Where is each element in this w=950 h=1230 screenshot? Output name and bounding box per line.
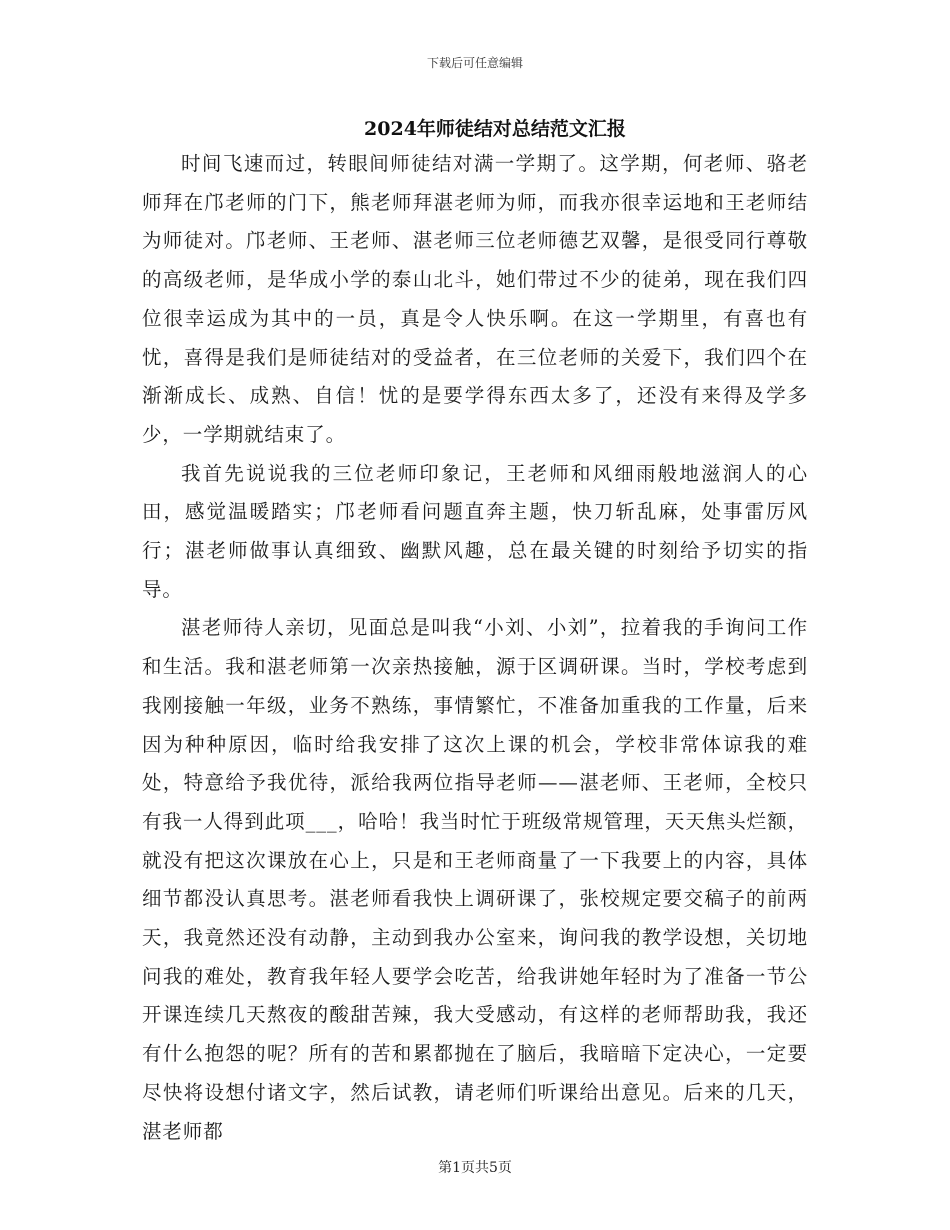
page-indicator: 第1页共5页 xyxy=(438,1160,512,1176)
paragraph: 我首先说说我的三位老师印象记，王老师和风细雨般地滋润人的心田，感觉温暖踏实；邝老师看问题直奔主题，快刀斩乱麻，处事雷厉风行；湛老师做事认真细致、幽默风趣，总在最关键的时刻给予切实的指导。 xyxy=(142,461,808,601)
header-note: 下载后可任意编辑 xyxy=(426,56,523,70)
document-title: 2024年师徒结对总结范文汇报 xyxy=(364,118,626,140)
paragraph: 时间飞速而过，转眼间师徒结对满一学期了。这学期，何老师、骆老师拜在邝老师的门下，熊老师拜湛老师为师，而我亦很幸运地和王老师结为师徒对。邝老师、王老师、湛老师三位老师德艺双馨，是很受同行尊敬的高级老师，是华成小学的泰山北斗，她们带过不少的徒弟，现在我们四位很幸运成为其中的一员，真是令人快乐啊。在这一学期里，有喜也有忧，喜得是我们是师徒结对的受益者，在三位老师的关爱下，我们四个在渐渐成长、成熟、自信！忧的是要学得东西太多了，还没有来得及学多少，一学期就结束了。 xyxy=(142,152,808,446)
paragraph: 湛老师待人亲切，见面总是叫我“小刘、小刘”，拉着我的手询问工作和生活。我和湛老师第一次亲热接触，源于区调研课。当时，学校考虑到我刚接触一年级，业务不熟练，事情繁忙，不准备加重我的工作量，后来因为种种原因，临时给我安排了这次上课的机会，学校非常体谅我的难处，特意给予我优待，派给我两位指导老师——湛老师、王老师，全校只有我一人得到此项___，哈哈！我当时忙于班级常规管理，天天焦头烂额，就没有把这次课放在心上，只是和王老师商量了一下我要上的内容，具体细节都没认真思考。湛老师看我快上调研课了，张校规定要交稿子的前两天，我竟然还没有动静，主动到我办公室来，询问我的教学设想，关切地问我的难处，教育我年轻人要学会吃苦，给我讲她年轻时为了准备一节公开课连续几天熬夜的酸甜苦辣，我大受感动，有这样的老师帮助我，我还有什么抱怨的呢？所有的苦和累都抛在了脑后，我暗暗下定决心，一定要尽快将设想付诸文字，然后试教，请老师们听课给出意见。后来的几天，湛老师都 xyxy=(142,616,808,1143)
document-body xyxy=(142,145,808,1151)
